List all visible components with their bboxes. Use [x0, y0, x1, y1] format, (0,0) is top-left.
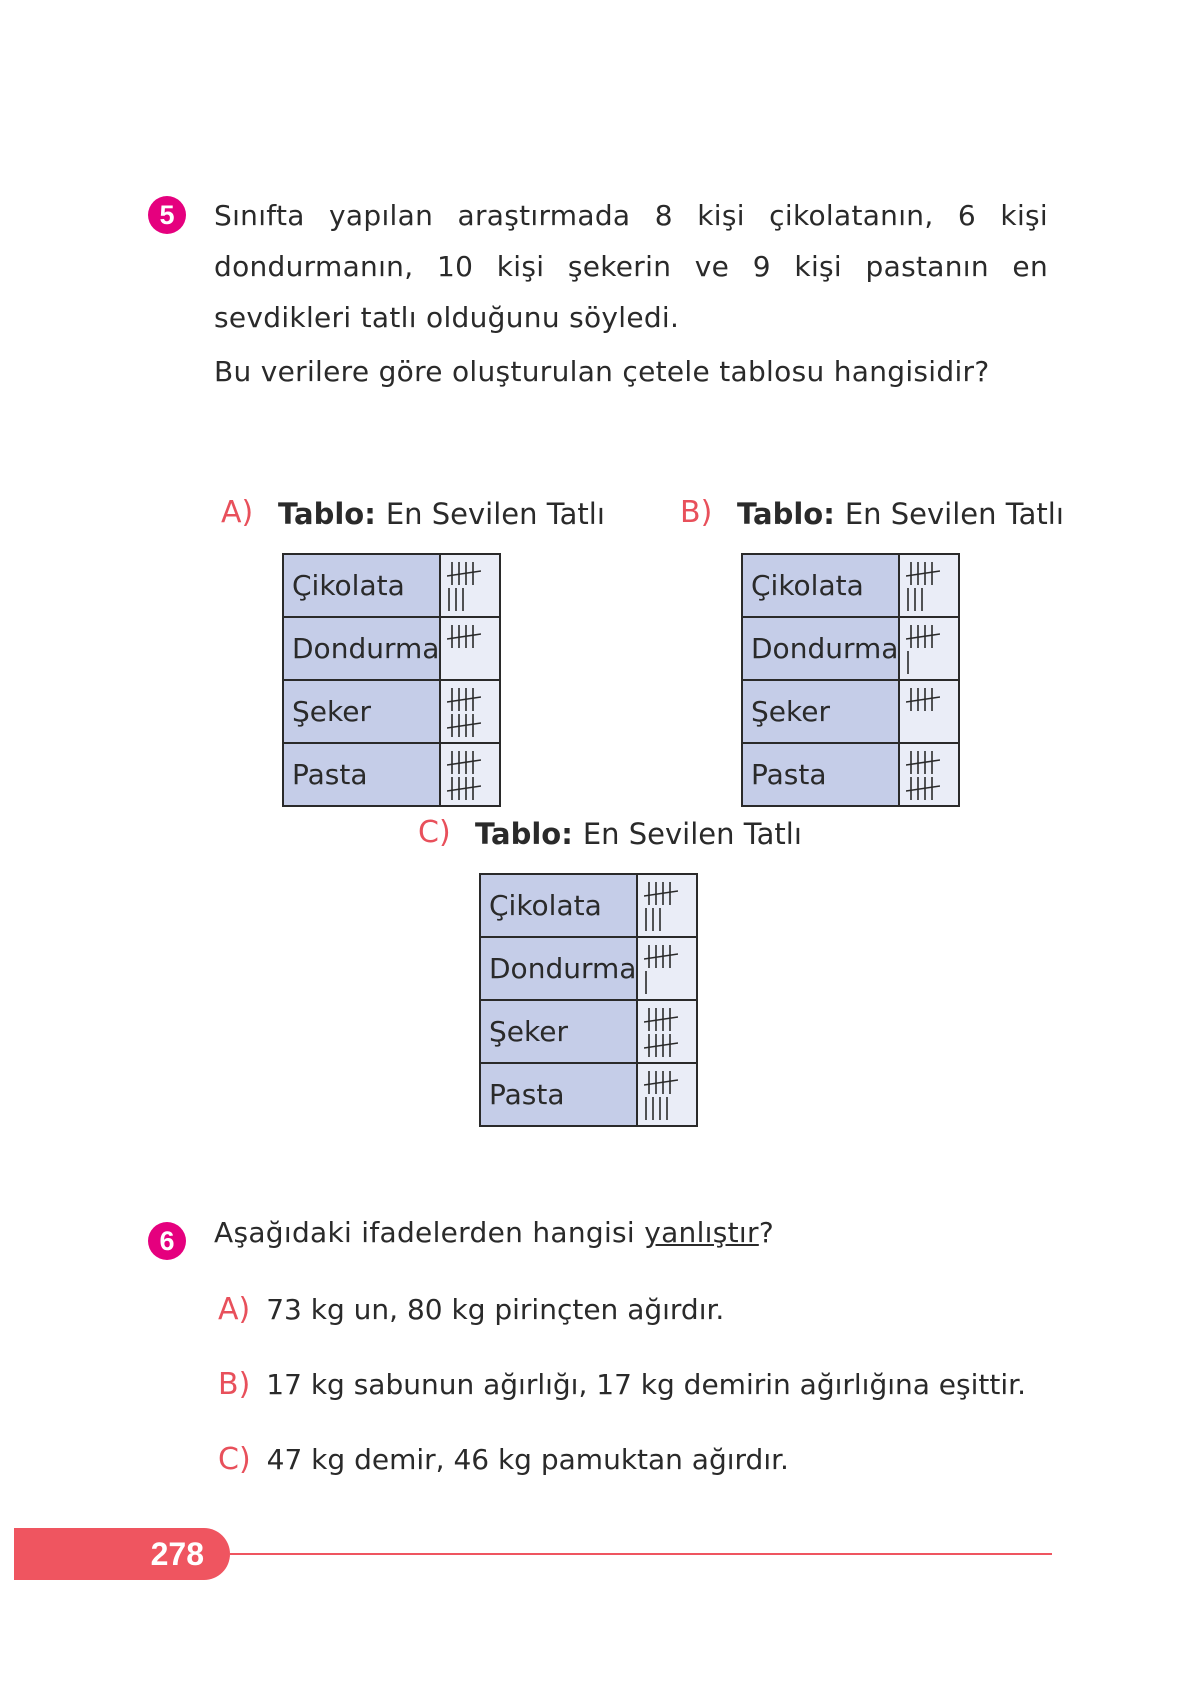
row-label: Dondurma [480, 937, 637, 1000]
underlined-word: yanlıştır [644, 1216, 759, 1249]
row-label: Çikolata [742, 554, 899, 617]
table-row [742, 743, 959, 806]
row-label: Şeker [742, 680, 899, 743]
tally-marks [637, 1063, 697, 1126]
answer-text: 17 kg sabunun ağırlığı, 17 kg demirin ağırlığına eşittir. [266, 1368, 1026, 1401]
tally-table [741, 553, 960, 807]
table-row [742, 554, 959, 617]
question-5-question: Bu verilere göre oluşturulan çetele tablosu hangisidir? [214, 355, 990, 388]
tally-table [479, 873, 698, 1127]
table-title: Tablo: En Sevilen Tatlı [278, 497, 605, 531]
tally-marks [899, 680, 959, 743]
row-label: Çikolata [480, 874, 637, 937]
tally-group-five [644, 1033, 678, 1059]
tally-group-five [644, 944, 678, 970]
tally-group-five [447, 713, 481, 739]
tally-group-five [644, 1007, 678, 1033]
page-number: 278 [14, 1528, 230, 1580]
table-title: Tablo: En Sevilen Tatlı [475, 817, 802, 851]
answer-a[interactable] [218, 1292, 724, 1327]
tally-marks [440, 743, 500, 806]
tally-marks [899, 617, 959, 680]
tally-group-1 [906, 650, 910, 676]
table-row [480, 1000, 697, 1063]
table-row [742, 680, 959, 743]
tally-marks [637, 874, 697, 937]
question-number-6: 6 [148, 1222, 186, 1260]
answer-c[interactable] [218, 1442, 789, 1477]
tally-group-five [906, 561, 940, 587]
tally-group-five [447, 561, 481, 587]
tally-group-five [906, 687, 940, 713]
tally-group-five [447, 624, 481, 650]
table-title: Tablo: En Sevilen Tatlı [737, 497, 1064, 531]
answer-letter: B) [218, 1367, 251, 1402]
tally-marks [440, 554, 500, 617]
row-label: Çikolata [283, 554, 440, 617]
answer-text: 73 kg un, 80 kg pirinçten ağırdır. [266, 1293, 725, 1326]
tally-group-five [644, 1070, 678, 1096]
table-row [283, 743, 500, 806]
tally-marks [440, 617, 500, 680]
table-row [480, 1063, 697, 1126]
row-label: Dondurma [742, 617, 899, 680]
table-row [480, 937, 697, 1000]
answer-b[interactable] [218, 1367, 1026, 1402]
tally-group-five [447, 750, 481, 776]
table-row [283, 617, 500, 680]
tally-marks [899, 743, 959, 806]
option-letter: A) [221, 495, 254, 530]
tally-group-1 [644, 970, 648, 996]
tally-marks [899, 554, 959, 617]
answer-letter: A) [218, 1292, 251, 1327]
tally-marks [440, 680, 500, 743]
table-row [742, 617, 959, 680]
tally-group-five [447, 687, 481, 713]
option-letter: B) [680, 495, 713, 530]
answer-letter: C) [218, 1442, 251, 1477]
row-label: Pasta [283, 743, 440, 806]
footer-rule [230, 1553, 1052, 1555]
tally-group-five [906, 750, 940, 776]
tally-group-3 [906, 587, 924, 613]
row-label: Dondurma [283, 617, 440, 680]
question-number-5: 5 [148, 196, 186, 234]
row-label: Şeker [480, 1000, 637, 1063]
table-row [283, 554, 500, 617]
table-row [480, 874, 697, 937]
tally-marks [637, 1000, 697, 1063]
question-6-question: Aşağıdaki ifadelerden hangisi yanlıştır? [214, 1216, 774, 1249]
tally-group-4 [644, 1096, 669, 1122]
row-label: Pasta [480, 1063, 637, 1126]
tally-table [282, 553, 501, 807]
tally-marks [637, 937, 697, 1000]
table-row [283, 680, 500, 743]
tally-group-five [644, 881, 678, 907]
row-label: Pasta [742, 743, 899, 806]
tally-group-five [447, 776, 481, 802]
answer-text: 47 kg demir, 46 kg pamuktan ağırdır. [266, 1443, 789, 1476]
question-5-text: Sınıfta yapılan araştırmada 8 kişi çikolatanın, 6 kişi dondurmanın, 10 kişi şekerin ve 9 kişi pastanın en sevdikleri tatlı olduğunu söyledi. [214, 199, 1048, 334]
option-letter: C) [418, 815, 451, 850]
tally-group-3 [644, 907, 662, 933]
row-label: Şeker [283, 680, 440, 743]
tally-group-five [906, 776, 940, 802]
tally-group-3 [447, 587, 465, 613]
tally-group-five [906, 624, 940, 650]
